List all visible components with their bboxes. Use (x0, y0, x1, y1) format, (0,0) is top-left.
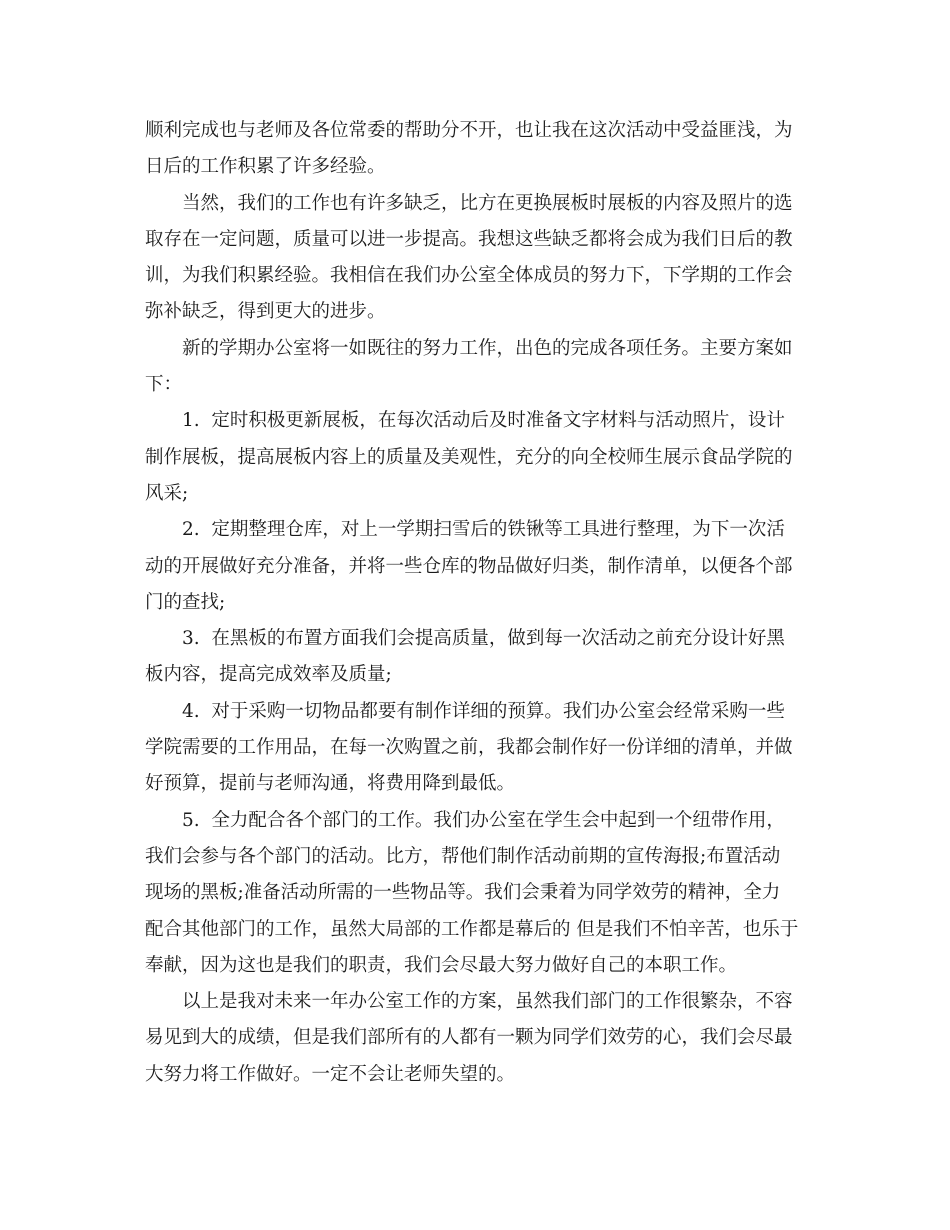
text-line: 奉献，因为这也是我们的职责，我们会尽最大努力做好自己的本职工作。 (145, 954, 738, 976)
plan-item-4 (145, 694, 807, 803)
paragraph-continuation (145, 113, 807, 186)
text-line: 1. 定时积极更新展板，在每次活动后及时准备文字材料与活动照片，设计 (182, 410, 785, 432)
text-line: 弥补缺乏，得到更大的进步。 (145, 301, 386, 323)
text-line: 现场的黑板;准备活动所需的一些物品等。我们会秉着为同学效劳的精神，全力 (145, 882, 781, 904)
text-line: 2. 定期整理仓库，对上一学期扫雪后的铁锹等工具进行整理，为下一次活 (182, 519, 785, 541)
text-line: 易见到大的成绩，但是我们部所有的人都有一颗为同学们效劳的心，我们会尽最 (145, 1027, 793, 1049)
text-line: 当然，我们的工作也有许多缺乏，比方在更换展板时展板的内容及照片的选 (182, 192, 793, 214)
text-line: 顺利完成也与老师及各位常委的帮助分不开，也让我在这次活动中受益匪浅，为 (145, 120, 793, 141)
text-line: 取存在一定问题，质量可以进一步提高。我想这些缺乏都将会成为我们日后的教 (145, 228, 793, 250)
text-line: 动的开展做好充分准备，并将一些仓库的物品做好归类，制作清单，以便各个部 (145, 555, 793, 577)
text-line: 日后的工作积累了许多经验。 (145, 156, 386, 178)
text-line: 学院需要的工作用品，在每一次购置之前，我都会制作好一份详细的清单，并做 (145, 737, 793, 759)
paragraph-new-semester (145, 331, 807, 404)
text-line: 5. 全力配合各个部门的工作。我们办公室在学生会中起到一个纽带作用， (182, 809, 785, 831)
text-line: 下： (145, 374, 183, 396)
text-line: 好预算，提前与老师沟通，将费用降到最低。 (145, 773, 516, 795)
text-line: 3. 在黑板的布置方面我们会提高质量，做到每一次活动之前充分设计好黑 (182, 628, 785, 650)
text-line: 我们会参与各个部门的活动。比方，帮他们制作活动前期的宣传海报;布置活动 (145, 845, 781, 867)
document-body (145, 113, 807, 1093)
text-line: 4. 对于采购一切物品都要有制作详细的预算。我们办公室会经常采购一些 (182, 700, 785, 722)
text-line: 板内容，提高完成效率及质量; (145, 664, 392, 686)
text-line: 风采; (145, 482, 189, 504)
text-line: 新的学期办公室将一如既往的努力工作，出色的完成各项任务。主要方案如 (182, 337, 793, 359)
text-line: 大努力将工作做好。一定不会让老师失望的。 (145, 1063, 516, 1085)
paragraph-shortcomings (145, 186, 807, 331)
plan-item-1 (145, 403, 807, 512)
plan-item-3 (145, 621, 807, 694)
text-line: 门的查找; (145, 591, 226, 613)
text-line: 制作展板，提高展板内容上的质量及美观性，充分的向全校师生展示食品学院的 (145, 446, 793, 468)
paragraph-conclusion (145, 984, 807, 1093)
text-line: 训，为我们积累经验。我相信在我们办公室全体成员的努力下，下学期的工作会 (145, 265, 793, 287)
text-line: 配合其他部门的工作，虽然大局部的工作都是幕后的 但是我们不怕辛苦，也乐于 (145, 918, 799, 940)
text-line: 以上是我对未来一年办公室工作的方案，虽然我们部门的工作很繁杂，不容 (182, 991, 793, 1013)
plan-item-2 (145, 512, 807, 621)
plan-item-5 (145, 803, 807, 984)
